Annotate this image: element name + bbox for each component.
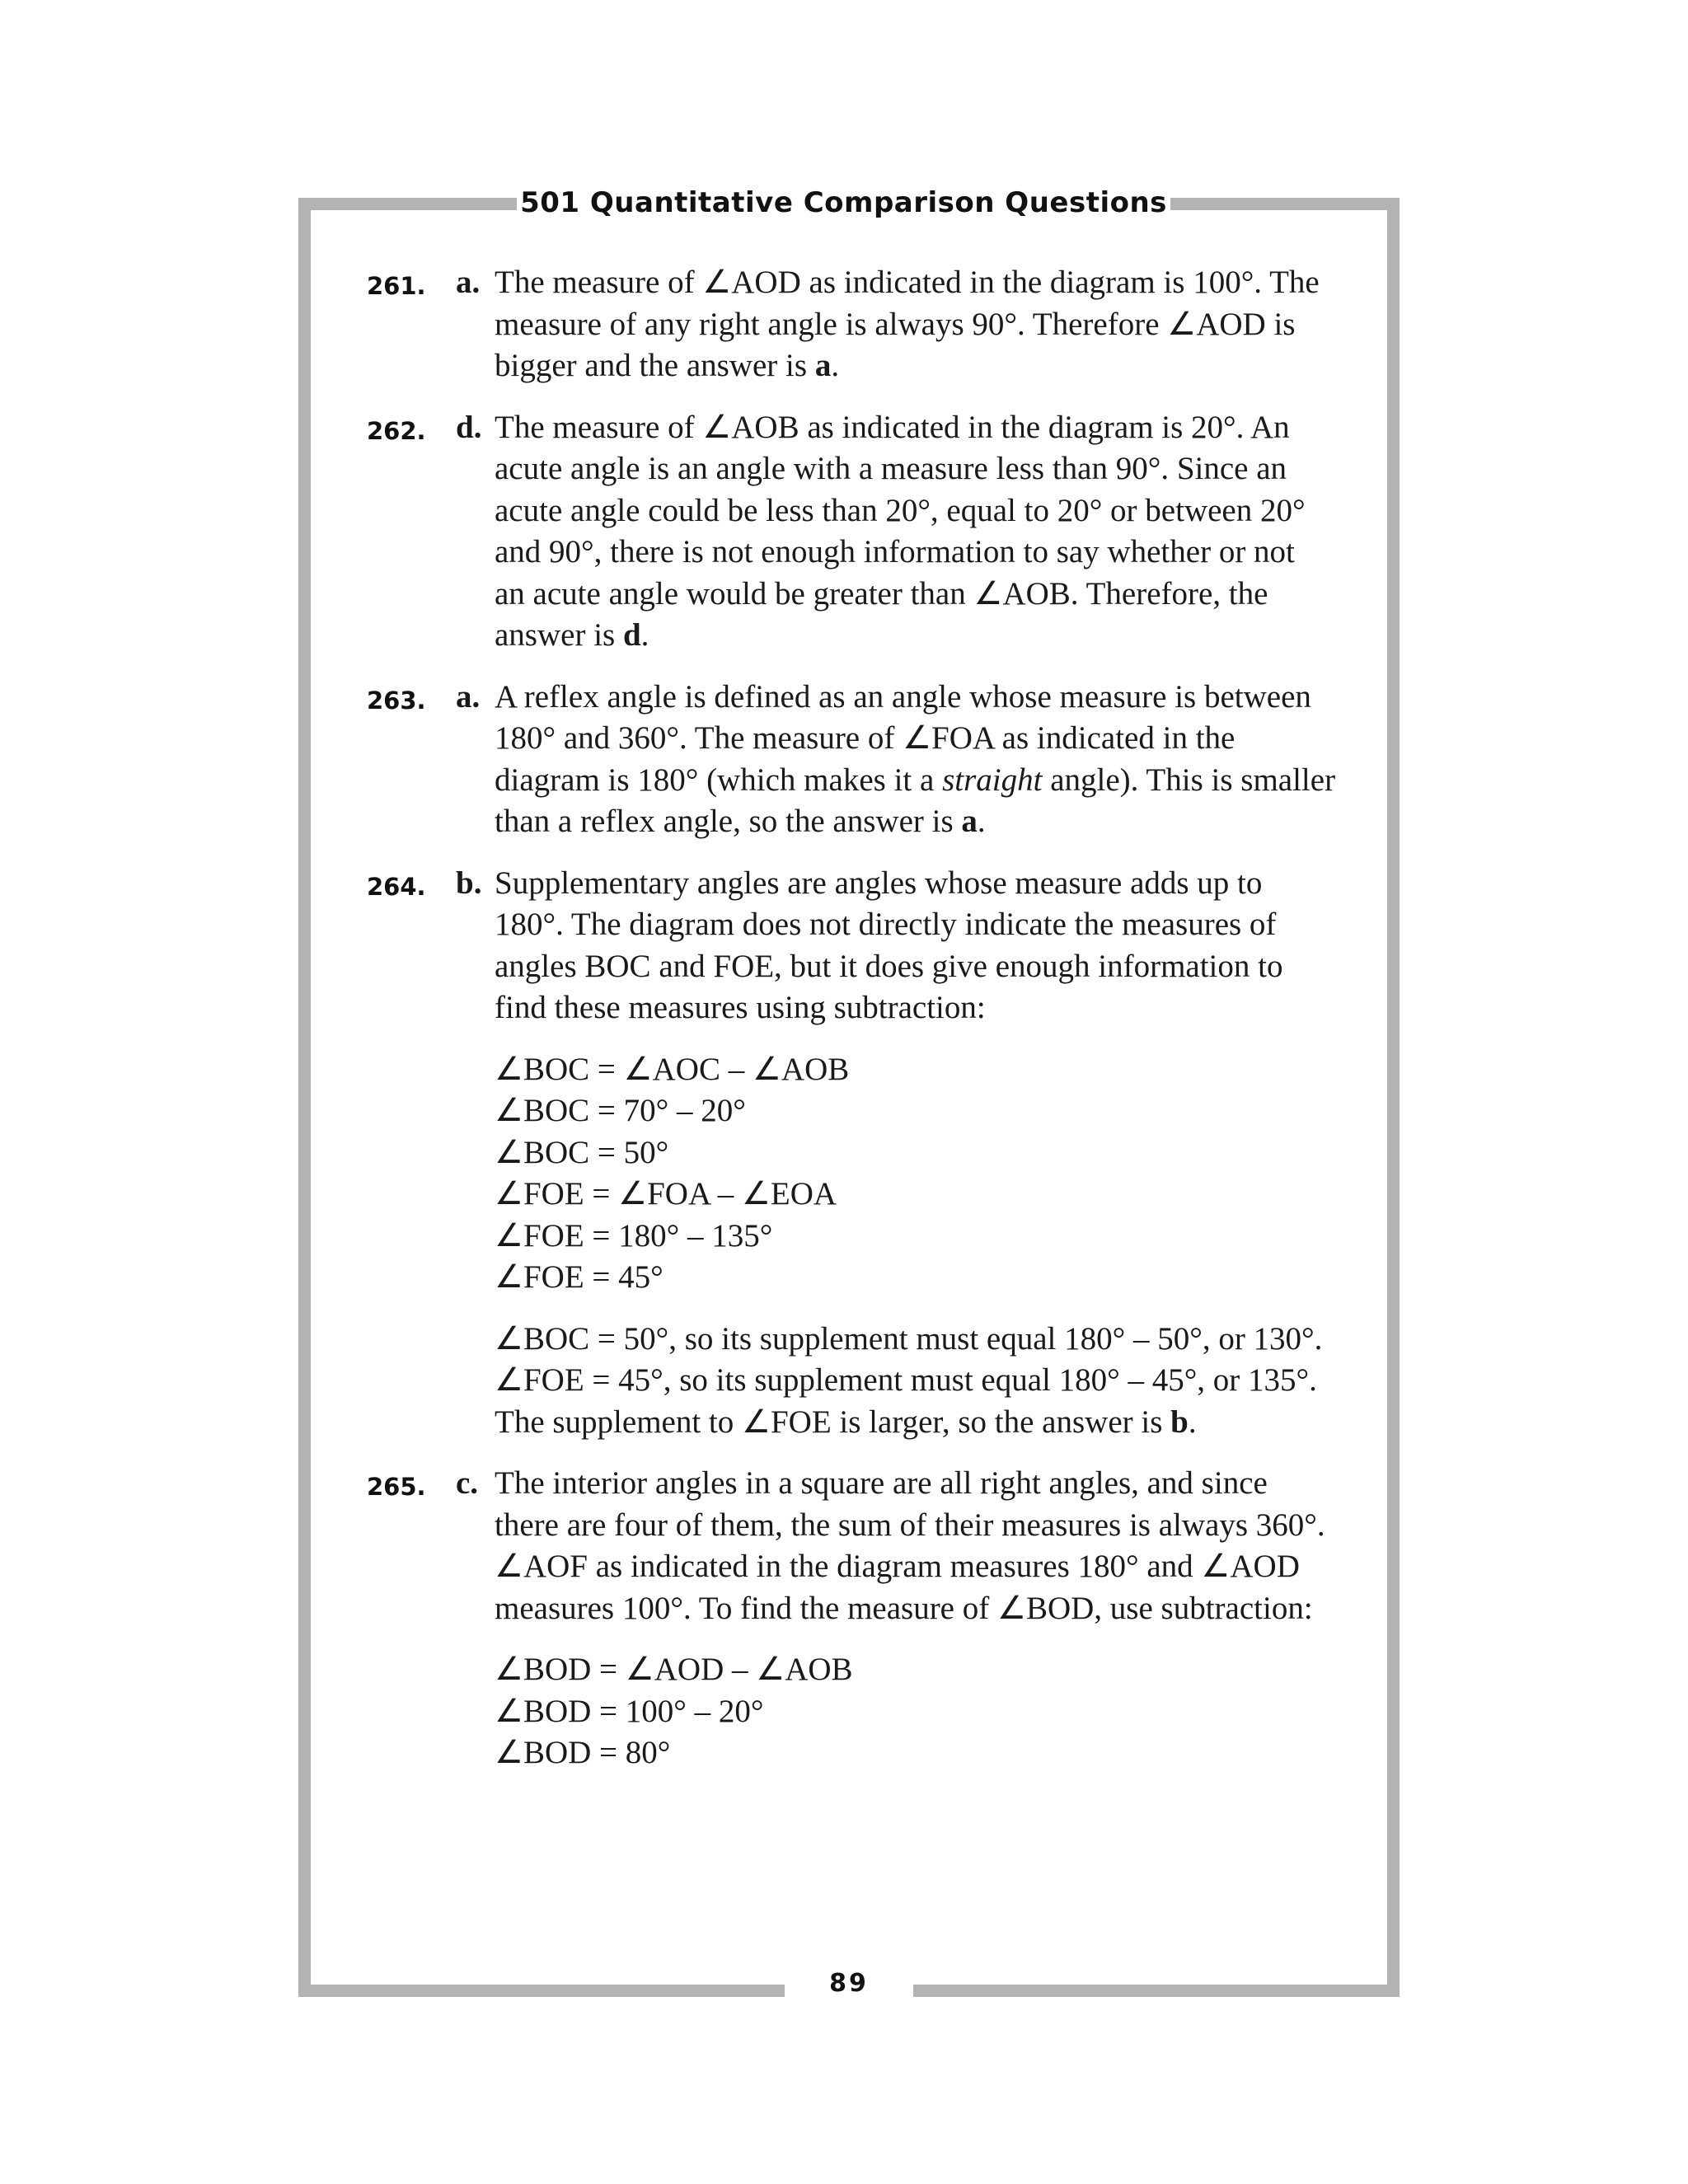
frame-left-bar (298, 198, 311, 1997)
page-number: 89 (829, 1969, 869, 1998)
answer-bold: a (814, 348, 832, 383)
answer-item-265 (367, 1463, 1339, 1774)
frame-right-bar (1387, 198, 1400, 1997)
explanation-line: acute angle is an angle with a measure less than 90°. Since an (495, 451, 1287, 486)
explanation-line: 180° and 360°. The measure of ∠FOA as indicated in the (495, 720, 1236, 756)
equation-line: ∠FOE = 45° (495, 1259, 663, 1295)
explanation-line: The measure of ∠AOD as indicated in the diagram is 100°. The (495, 265, 1320, 300)
equation-block (495, 1649, 1339, 1774)
explanation-line: The supplement to ∠FOE is larger, so the answer is b. (495, 1404, 1197, 1440)
explanation-line: 180°. The diagram does not directly indicate the measures of (495, 907, 1277, 942)
explanation (495, 863, 1339, 1444)
explanation-line: The measure of ∠AOB as indicated in the diagram is 20°. An (495, 409, 1290, 445)
explanation-line: and 90°, there is not enough information to say whether or not (495, 534, 1295, 569)
equation-line: ∠BOC = 70° – 20° (495, 1093, 746, 1128)
explanation-line: than a reflex angle, so the answer is a. (495, 804, 986, 839)
equation-line: ∠FOE = ∠FOA – ∠EOA (495, 1176, 837, 1212)
answer-item-264 (367, 863, 1339, 1444)
answer-list (367, 262, 1339, 1794)
frame-bottom-left-bar (298, 1985, 785, 1997)
answer-item-263 (367, 677, 1339, 843)
question-number: 261. (367, 272, 426, 300)
equation-line: ∠BOD = ∠AOD – ∠AOB (495, 1652, 853, 1687)
answer-item-261 (367, 262, 1339, 387)
equation-line: ∠BOD = 80° (495, 1735, 671, 1770)
answer-letter: c. (456, 1465, 479, 1501)
frame-bottom-right-bar (913, 1985, 1400, 1997)
explanation-line: measure of any right angle is always 90°. Therefore ∠AOD is (495, 306, 1296, 342)
explanation-line: measures 100°. To find the measure of ∠BOD, use subtraction: (495, 1590, 1313, 1626)
emphasis-text: straight (942, 762, 1043, 798)
explanation-line: bigger and the answer is a. (495, 348, 840, 383)
explanation-line: an acute angle would be greater than ∠AOB. Therefore, the (495, 575, 1268, 612)
explanation-line: ∠AOF as indicated in the diagram measures 180° and ∠AOD (495, 1549, 1300, 1584)
answer-bold: d (622, 617, 641, 653)
answer-bold: b (1170, 1404, 1189, 1440)
frame-top-left-bar (298, 198, 517, 210)
explanation-line: Supplementary angles are angles whose measure adds up to (495, 865, 1263, 901)
explanation-line: A reflex angle is defined as an angle whose measure is between (495, 678, 1311, 715)
equation-block (495, 1049, 1339, 1299)
equation-line: ∠BOD = 100° – 20° (495, 1693, 764, 1729)
answer-letter: b. (456, 865, 482, 901)
explanation-line: diagram is 180° (which makes it a straight angle). This is smaller (495, 762, 1336, 798)
explanation-line: acute angle could be less than 20°, equal to 20° or between 20° (495, 492, 1306, 528)
question-number: 263. (367, 686, 426, 715)
answer-letter: a. (456, 265, 481, 300)
answer-letter: a. (456, 678, 481, 715)
answer-bold: a (961, 804, 978, 839)
explanation (495, 262, 1339, 387)
equation-line: ∠BOC = ∠AOC – ∠AOB (495, 1051, 850, 1087)
answer-item-262 (367, 407, 1339, 657)
answer-letter: d. (456, 409, 482, 445)
question-number: 264. (367, 872, 426, 901)
question-number: 265. (367, 1473, 426, 1501)
explanation-line: The interior angles in a square are all right angles, and since (495, 1465, 1268, 1501)
equation-line: ∠FOE = 180° – 135° (495, 1217, 773, 1254)
explanation-line: answer is d. (495, 617, 649, 653)
explanation-line: angles BOC and FOE, but it does give enough information to (495, 948, 1283, 984)
explanation-line: ∠FOE = 45°, so its supplement must equal 180° – 45°, or 135°. (495, 1362, 1317, 1398)
equation-line: ∠BOC = 50° (495, 1134, 669, 1170)
question-number: 262. (367, 416, 426, 445)
explanation-line: find these measures using subtraction: (495, 990, 986, 1025)
explanation (495, 677, 1339, 843)
running-header-title: 501 Quantitative Comparison Questions (520, 186, 1167, 219)
frame-top-right-bar (1170, 198, 1400, 210)
conclusion-block (495, 1319, 1339, 1444)
explanation-line: there are four of them, the sum of their measures is always 360°. (495, 1507, 1325, 1543)
explanation-line: ∠BOC = 50°, so its supplement must equal 180° – 50°, or 130°. (495, 1320, 1323, 1357)
explanation (495, 407, 1339, 657)
explanation (495, 1463, 1339, 1774)
